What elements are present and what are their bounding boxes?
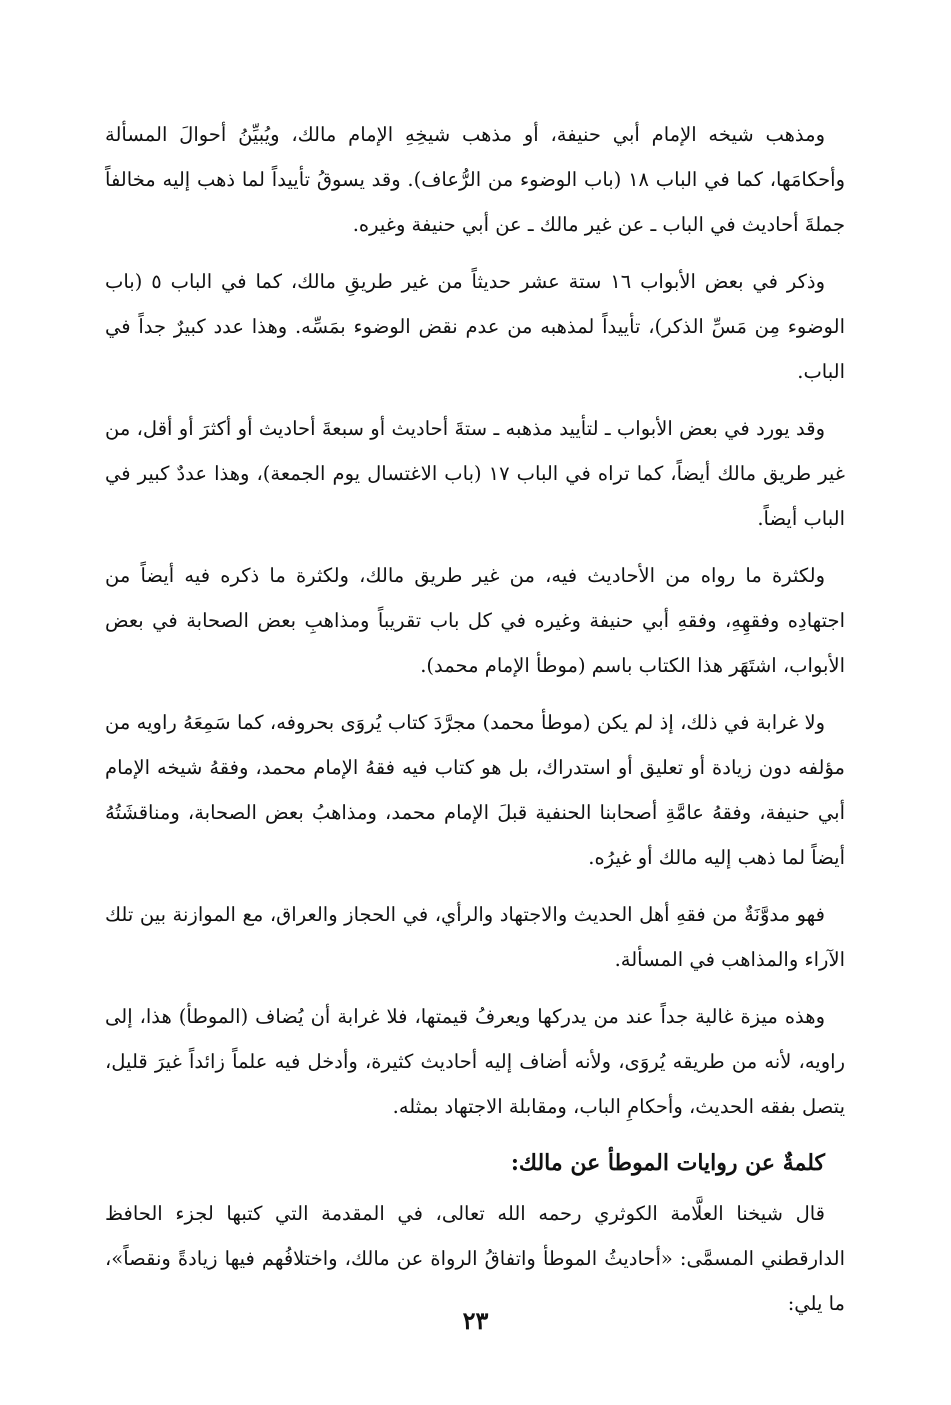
page-number: ٢٣	[462, 1306, 489, 1335]
paragraph-1: ومذهب شيخه الإمام أبي حنيفة، أو مذهب شيخِهِ الإمام مالك، ويُبيِّنُ أحوالَ المسألة وأحكامَها، كما في الباب ١٨ (باب الوضوء من الرُّعاف). وقد يسوقُ تأييداً لما ذهب إليه مخالفاً جملةَ أحاديث في الباب ـ عن غير مالك ـ عن أبي حنيفة وغيره.	[105, 123, 845, 236]
paragraph-4: ولكثرة ما رواه من الأحاديث فيه، من غير طريق مالك، ولكثرة ما ذكره فيه أيضاً من اجتهادِه وفقهِهِ، وفقهِ أبي حنيفة وغيره في كل باب تقريباً ومذاهبِ بعض الصحابة في بعض الأبواب، اشتَهَر هذا الكتاب باسم (موطأ الإمام محمد).	[105, 564, 845, 677]
paragraph-6: فهو مدوَّنَةٌ من فقهِ أهل الحديث والاجتهاد والرأي، في الحجاز والعراق، مع الموازنة بين تلك الآراء والمذاهب في المسألة.	[105, 903, 845, 971]
paragraph-3: وقد يورد في بعض الأبواب ـ لتأييد مذهبه ـ ستةَ أحاديث أو سبعةَ أحاديث أو أكثرَ أو أقل، من غير طريق مالك أيضاً، كما تراه في الباب ١٧ (باب الاغتسال يوم الجمعة)، وهذا عددٌ كبير في الباب أيضاً.	[105, 417, 845, 530]
paragraph-2: وذكر في بعض الأبواب ١٦ ستة عشر حديثاً من غير طريقِ مالك، كما في الباب ٥ (باب الوضوء مِن مَسِّ الذكر)، تأييداً لمذهبه من عدم نقض الوضوء بمَسِّه. وهذا عدد كبيرٌ جداً في الباب.	[105, 270, 845, 383]
body-text	[105, 112, 845, 1338]
paragraph-7: وهذه ميزة غالية جداً عند من يدركها ويعرفُ قيمتها، فلا غرابة أن يُضاف (الموطأ) هذا، إلى راويه، لأنه من طريقه يُروَى، ولأنه أضاف إليه أحاديث كثيرة، وأدخل فيه علماً زائداً غيرَ قليل، يتصل بفقه الحديث، وأحكامِ الباب، ومقابلة الاجتهاد بمثله.	[105, 1005, 845, 1118]
section-heading: كلمةٌ عن روايات الموطأ عن مالك:	[510, 1150, 825, 1176]
paragraph-8: قال شيخنا العلَّامة الكوثري رحمه الله تعالى، في المقدمة التي كتبها لجزء الحافظ الدارقطني المسمَّى: «أحاديثُ الموطأ واتفاقُ الرواة عن مالك، واختلافُهم فيها زيادةً ونقصاً»، ما يلي:	[105, 1202, 845, 1315]
paragraph-5: ولا غرابة في ذلك، إذ لم يكن (موطأ محمد) مجرَّدَ كتاب يُروَى بحروفه، كما سَمِعَهُ راويه من مؤلفه دون زيادة أو تعليق أو استدراك، بل هو كتاب فيه فقهُ الإمام محمد، وفقهُ شيخه الإمام أبي حنيفة، وفقهُ عامَّةِ أصحابنا الحنفية قبلَ الإمام محمد، ومذاهبُ بعض الصحابة، ومناقشَتُهُ أيضاً لما ذهب إليه مالك أو غيرُه.	[105, 711, 845, 869]
